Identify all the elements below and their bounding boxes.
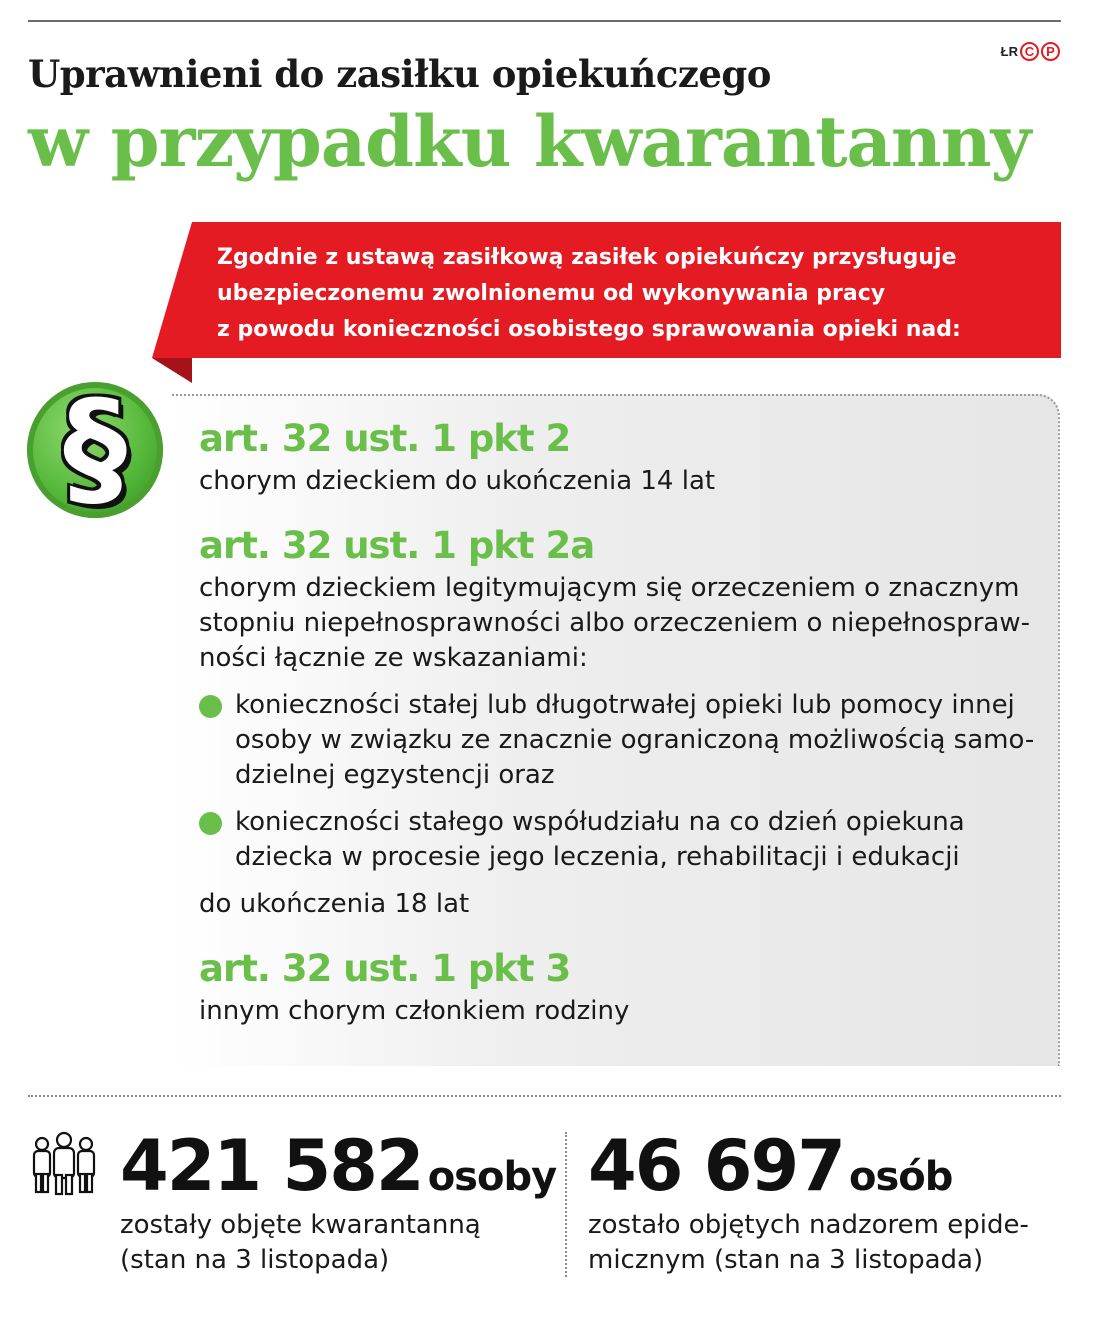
article-heading: art. 32 ust. 1 pkt 2 <box>199 417 571 460</box>
article-heading: art. 32 ust. 1 pkt 2a <box>199 524 595 567</box>
intro-banner <box>217 240 1047 348</box>
stat-unit: osób <box>849 1154 953 1200</box>
article-heading: art. 32 ust. 1 pkt 3 <box>199 947 571 990</box>
text-line: chorym dzieckiem legitymującym się orzeczeniem o znacznym <box>199 573 1020 603</box>
article-text <box>199 464 1049 499</box>
stat-value: 46 697 <box>588 1125 844 1207</box>
text-line: ności łącznie ze wskazaniami: <box>199 643 588 673</box>
stat-description <box>588 1208 1029 1278</box>
stat-value: 421 582 <box>120 1125 423 1207</box>
stat-quarantine <box>120 1126 556 1278</box>
stat-divider <box>565 1132 567 1277</box>
banner-line: Zgodnie z ustawą zasiłkową zasiłek opiekuńczy przysługuje <box>217 245 957 270</box>
text-line: konieczności stałego współudziału na co dzień opiekuna <box>235 807 965 837</box>
stat-unit: osoby <box>427 1154 557 1200</box>
text-line: konieczności stałej lub długotrwałej opieki lub pomocy innej <box>235 690 1015 720</box>
page-subtitle: w przypadku kwarantanny <box>28 100 1031 183</box>
banner-line: ubezpieczonemu zwolnionemu od wykonywania pracy <box>217 281 886 306</box>
text-line: dziecka w procesie jego leczenia, rehabilitacji i edukacji <box>235 842 960 872</box>
page-title: Uprawnieni do zasiłku opiekuńczego <box>28 52 771 96</box>
logo-p-icon: P <box>1041 42 1060 61</box>
logo-c-icon: C <box>1020 42 1039 61</box>
bullet-dot-icon <box>199 812 222 835</box>
paragraph-badge <box>27 374 163 523</box>
articles-content <box>199 414 1049 1029</box>
stat-supervision <box>588 1126 1029 1278</box>
text-line: dzielnej egzystencji oraz <box>235 760 555 790</box>
paragraph-sign-icon: § <box>63 374 127 523</box>
text-line: osoby w związku ze znacznie ograniczoną możliwością samo- <box>235 725 1035 755</box>
bullet-dot-icon <box>199 695 222 718</box>
bottom-rule <box>28 1095 1061 1097</box>
text-line: chorym dzieckiem do ukończenia 14 lat <box>199 466 716 496</box>
author-initials: ŁR <box>1000 44 1018 59</box>
people-group-icon <box>28 1130 100 1196</box>
article-text <box>199 887 1049 922</box>
banner-line: z powodu konieczności osobistego sprawowania opieki nad: <box>217 317 961 342</box>
text-line: do ukończenia 18 lat <box>199 889 470 919</box>
text-line: innym chorym członkiem rodziny <box>199 996 630 1026</box>
text-line: (stan na 3 listopada) <box>120 1245 390 1275</box>
list-item <box>199 805 1049 875</box>
list-item <box>199 688 1049 793</box>
text-line: micznym (stan na 3 listopada) <box>588 1245 984 1275</box>
text-line: zostało objętych nadzorem epide- <box>588 1210 1029 1240</box>
stat-description <box>120 1208 556 1278</box>
article-text <box>199 571 1049 676</box>
text-line: stopniu niepełnosprawności albo orzeczeniem o niepełnospraw- <box>199 608 1030 638</box>
article-text <box>199 994 1049 1029</box>
text-line: zostały objęte kwarantanną <box>120 1210 481 1240</box>
